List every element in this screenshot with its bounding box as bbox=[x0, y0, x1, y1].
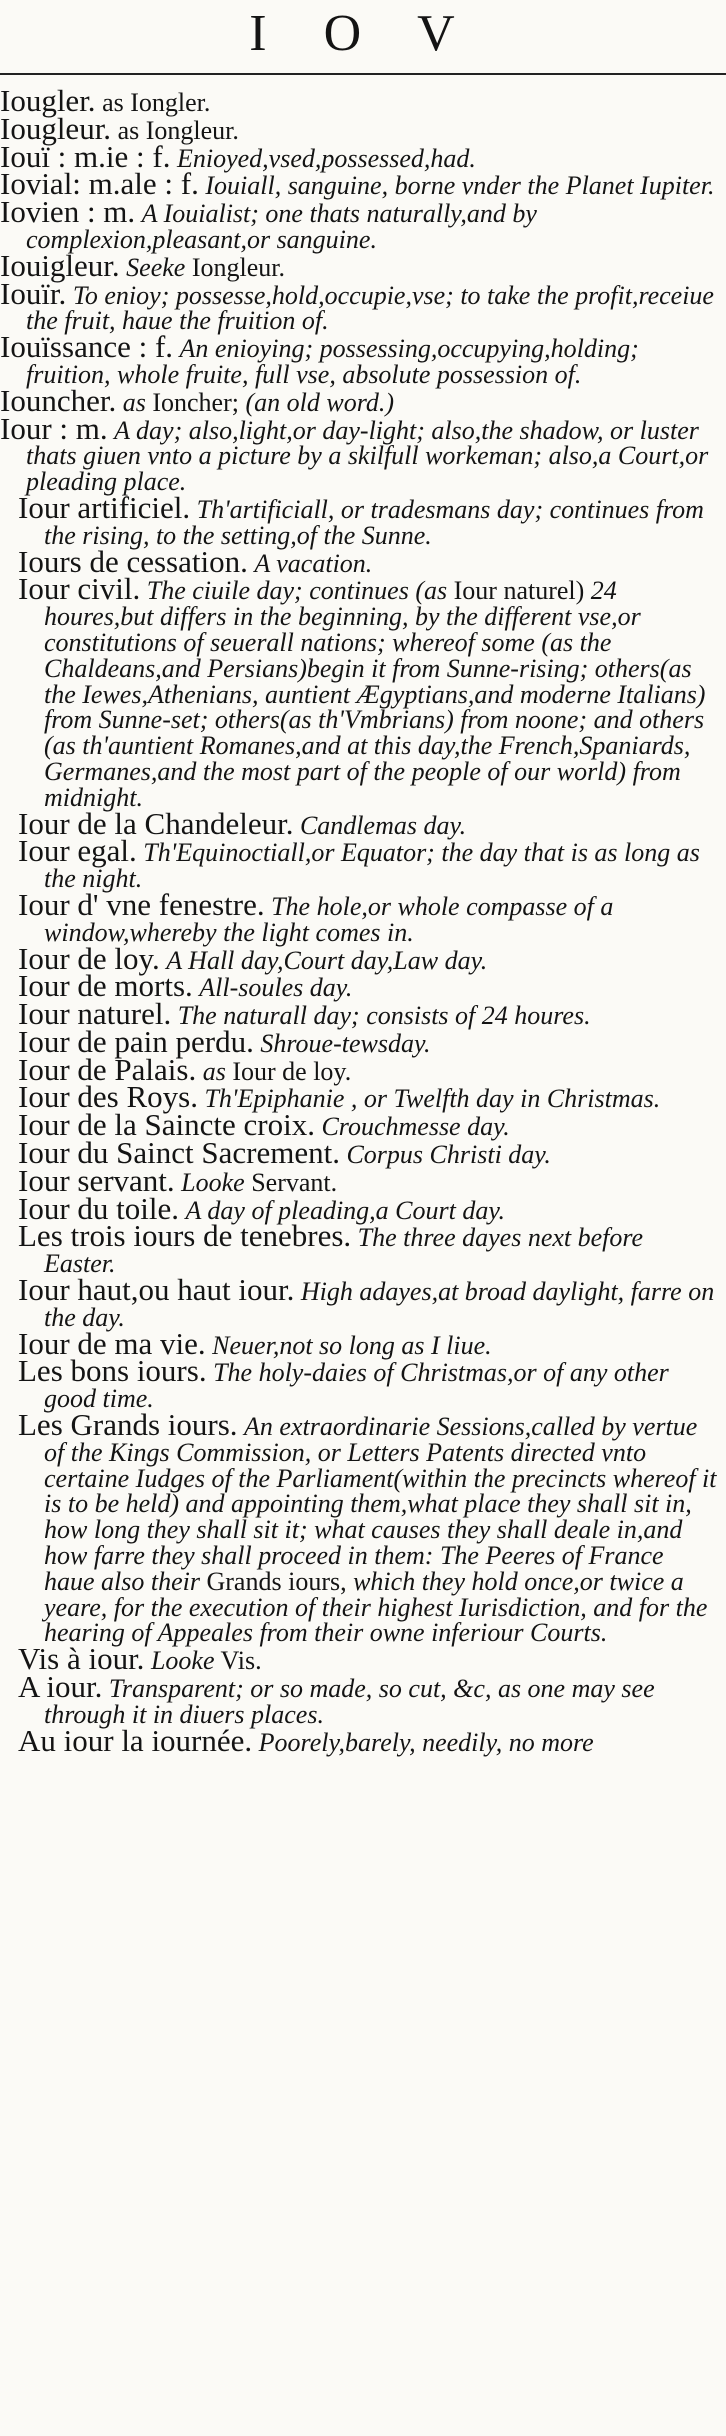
gloss: To enioy; possesse,hold,occupie,vse; to take the profit,receiue the fruit, haue the fruition of. bbox=[26, 280, 714, 336]
gloss: Iouiall, sanguine, borne vnder the Planet Iupiter. bbox=[205, 171, 715, 201]
gloss: The three dayes next before Easter. bbox=[44, 1223, 644, 1279]
gloss: Ioncher; bbox=[145, 387, 246, 417]
gloss: Enioyed,vsed,possessed,had. bbox=[176, 143, 476, 173]
gloss: A day of pleading,a Court day. bbox=[185, 1195, 505, 1225]
gloss: An extraordinarie Sessions,called by vertue of the Kings Commission, or Letters Patents directed vnto certaine Iudges of the Parliament(within the precincts whereof it is to be held) and appointing them,what place they shall sit in, how long they shall sit it; what causes they shall deale in,and how farre they shall proceed in them: The Peeres of France haue also their bbox=[44, 1412, 717, 1596]
headword: Iovial: m.ale : f. bbox=[0, 166, 199, 202]
gloss: A Hall day,Court day,Law day. bbox=[166, 945, 488, 975]
headword: Iour de la Saincte croix. bbox=[18, 1107, 315, 1143]
headword: Iours de cessation. bbox=[18, 543, 248, 579]
headword: A iour. bbox=[18, 1669, 103, 1705]
dictionary-entry bbox=[0, 382, 720, 418]
gloss: The naturall day; consists of 24 houres. bbox=[177, 1001, 591, 1031]
sub-entry bbox=[0, 1722, 720, 1758]
gloss: Corpus Christi day. bbox=[346, 1140, 551, 1170]
gloss: Grands iours, bbox=[206, 1566, 347, 1596]
gloss: Servant. bbox=[244, 1167, 338, 1197]
gloss: as bbox=[122, 387, 146, 417]
dictionary-entry bbox=[0, 194, 720, 254]
headword: Iour naturel. bbox=[18, 996, 172, 1032]
headword: Iouigleur. bbox=[0, 247, 120, 283]
gloss: Neuer,not so long as I liue. bbox=[212, 1330, 492, 1360]
headword: Iougler. bbox=[0, 83, 96, 118]
headword: Iour de la Chandeleur. bbox=[18, 805, 294, 841]
headword: Iougleur. bbox=[0, 110, 112, 146]
sub-entry bbox=[0, 1353, 720, 1414]
headword: Vis à iour. bbox=[18, 1641, 145, 1677]
running-head: I O V bbox=[249, 5, 477, 62]
headword: Les Grands iours. bbox=[18, 1407, 238, 1443]
gloss: Th'Equinoctiall,or Equator; the day that is as long as the night. bbox=[44, 838, 700, 894]
headword: Iour : m. bbox=[0, 410, 108, 446]
gloss: Poorely,barely, needily, no more bbox=[258, 1727, 594, 1757]
gloss: Looke bbox=[150, 1646, 215, 1676]
headword: Iour de pain perdu. bbox=[18, 1023, 254, 1059]
dictionary-entry bbox=[0, 247, 720, 283]
gloss: A vacation. bbox=[254, 548, 373, 578]
dictionary-entry bbox=[0, 275, 720, 336]
gloss: Th'Epiphanie , or Twelfth day in Christmas. bbox=[204, 1084, 661, 1114]
gloss: which they hold once,or twice a yeare, for the execution of their highest Iurisdiction, and for the hearing of Appeales from their owne inferiour Courts. bbox=[44, 1566, 708, 1648]
gloss: Candlemas day. bbox=[299, 810, 467, 840]
headword: Iour civil. bbox=[18, 571, 141, 607]
sub-entry bbox=[0, 1641, 720, 1677]
headword: Iouï : m.ie : f. bbox=[0, 138, 171, 174]
sub-entry bbox=[0, 489, 720, 550]
headword: Iour de Palais. bbox=[18, 1051, 197, 1087]
headword: Iour d' vne fenestre. bbox=[18, 886, 265, 922]
gloss: Seeke bbox=[126, 252, 186, 282]
sub-entry bbox=[0, 571, 720, 812]
gloss: A day; also,light,or day-light; also,the shadow, or luster thats giuen vnto a picture by a skilfull workeman; also,a Court,or pleading place. bbox=[26, 415, 709, 497]
gloss: 24 houres,but differs in the beginning, by the different vse,or constitutions of seuerall nations; whereof some (as the Chaldeans,and Persians)begin it from Sunne-rising; others(as the Iewes,Athenians, auntient Ægyptians,and moderne Italians) from Sunne-set; others(as th'Vmbrians) from noone; and others (as th'auntient Romanes,and at this day,the French,Spaniards, Germanes,and the most part of the people of our world) from midnight. bbox=[44, 576, 706, 812]
headword: Iouïssance : f. bbox=[0, 329, 174, 365]
headword: Iour du Sainct Sacrement. bbox=[18, 1135, 340, 1171]
gloss: The holy-daies of Christmas,or of any other good time. bbox=[44, 1358, 669, 1414]
gloss: Iour de loy. bbox=[225, 1056, 352, 1086]
gloss: Vis. bbox=[214, 1646, 262, 1676]
gloss: Th'artificiall, or tradesmans day; continues from the rising, to the setting,of the Sunne. bbox=[44, 494, 704, 550]
header-rule bbox=[0, 73, 726, 75]
headword: Les trois iours de tenebres. bbox=[18, 1218, 352, 1254]
sub-entry bbox=[0, 1669, 720, 1729]
sub-entry bbox=[0, 833, 720, 894]
headword: Iouïr. bbox=[0, 275, 67, 311]
headword: Au iour la iournée. bbox=[18, 1722, 253, 1758]
headword: Iour servant. bbox=[18, 1162, 175, 1198]
gloss: Crouchmesse day. bbox=[321, 1112, 510, 1142]
headword: Iour de loy. bbox=[18, 940, 160, 976]
gloss: as Iongler. bbox=[102, 88, 211, 117]
headword: Les bons iours. bbox=[18, 1353, 207, 1389]
gloss: Transparent; or so made, so cut, &c, as one may see through it in diuers places. bbox=[44, 1674, 655, 1729]
gloss: Looke bbox=[181, 1167, 245, 1197]
gloss: An enioying; possessing,occupying,holding; fruition, whole fruite, full vse, absolute possession of. bbox=[26, 334, 639, 389]
headword: Iour artificiel. bbox=[18, 489, 191, 525]
sub-entry bbox=[0, 1407, 720, 1648]
gloss: All-soules day. bbox=[199, 973, 353, 1003]
sub-entry bbox=[0, 886, 720, 947]
headword: Iouncher. bbox=[0, 382, 117, 418]
gloss: as bbox=[202, 1056, 226, 1086]
headword: Iour de morts. bbox=[18, 968, 193, 1004]
headword: Iour des Roys. bbox=[18, 1079, 198, 1115]
gloss: Iongleur. bbox=[185, 252, 285, 282]
gloss: The hole,or whole compasse of a window,whereby the light comes in. bbox=[44, 891, 614, 947]
gloss: Shroue-tewsday. bbox=[260, 1028, 431, 1058]
headword: Iovien : m. bbox=[0, 194, 136, 230]
headword: Iour haut,ou haut iour. bbox=[18, 1272, 295, 1308]
gloss: Iour naturel) bbox=[453, 576, 585, 606]
gloss: The ciuile day; continues (as bbox=[146, 576, 454, 606]
sub-entry bbox=[0, 1218, 720, 1279]
gloss: (an old word.) bbox=[245, 387, 395, 417]
headword: Iour de ma vie. bbox=[18, 1325, 206, 1361]
gloss: as Iongleur. bbox=[117, 115, 239, 145]
dictionary-entry bbox=[0, 329, 720, 389]
gloss: A Iouialist; one thats naturally,and by complexion,pleasant,or sanguine. bbox=[26, 199, 537, 254]
gloss: High adayes,at broad daylight, farre on the day. bbox=[44, 1277, 715, 1332]
dictionary-entry bbox=[0, 410, 720, 497]
headword: Iour egal. bbox=[18, 833, 137, 869]
entry-list bbox=[0, 83, 720, 1758]
sub-entry bbox=[0, 1272, 720, 1332]
headword: Iour du toile. bbox=[18, 1190, 179, 1226]
